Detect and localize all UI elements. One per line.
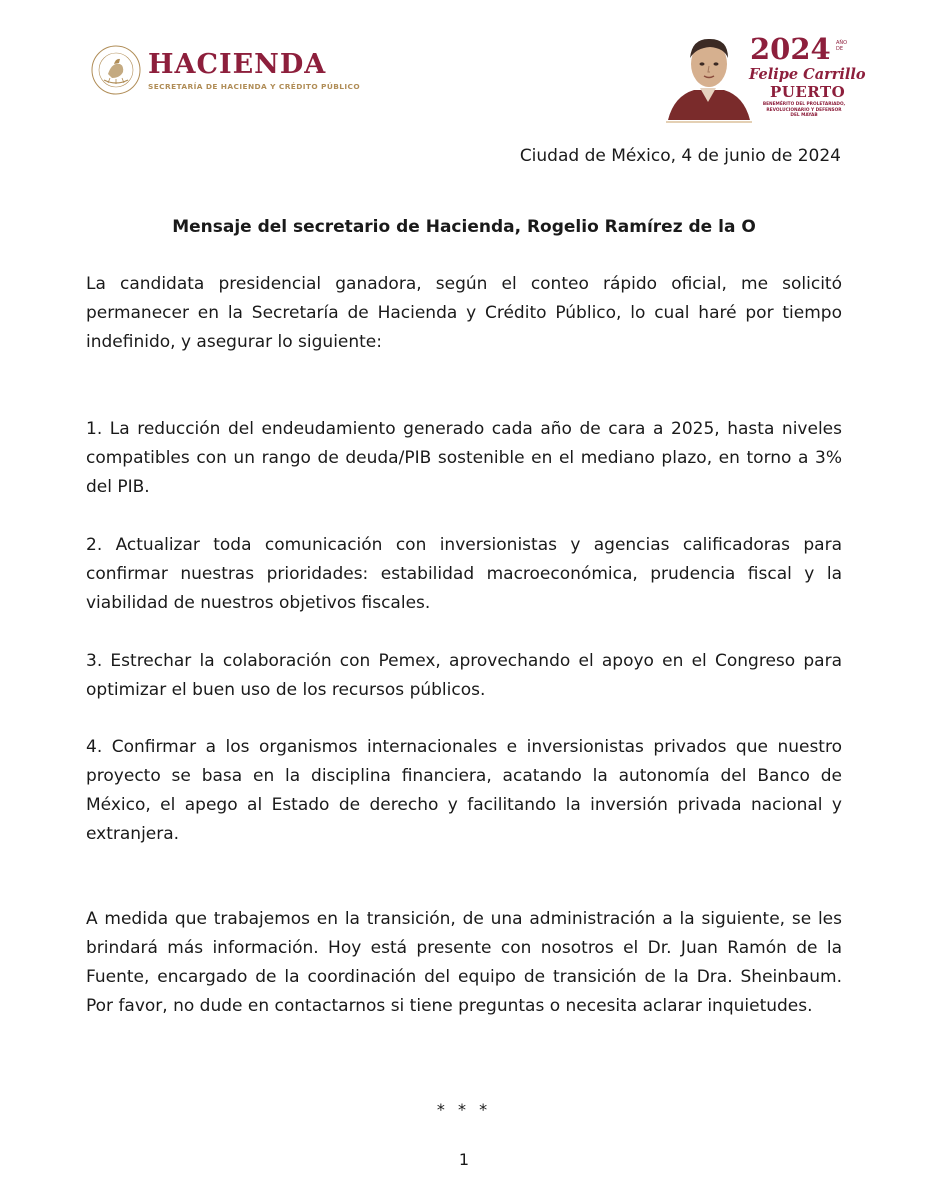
logo-person-name: Felipe Carrillo [749,66,866,83]
date-line: Ciudad de México, 4 de junio de 2024 [519,146,841,166]
logo-person-surname: PUERTO [770,83,846,101]
point-3: 3. Estrechar la colaboración con Pemex, aprovechando el apoyo en el Congreso para optimizar el buen uso de los recursos públicos. [86,651,842,700]
logo-year-note: AÑO DE [836,40,848,52]
logo-tagline-line: REVOLUCIONARIO Y DEFENSOR [766,107,842,113]
document-title: Mensaje del secretario de Hacienda, Rogelio Ramírez de la O [172,217,756,237]
felipe-carrillo-puerto-logo [664,30,866,124]
point-4: 4. Confirmar a los organismos internacionales e inversionistas privados que nuestro proyecto se basa en la disciplina financiera, acatando la autonomía del Banco de México, el apego al Estado de derecho y facilitando la inversión privada nacional y extranjera. [86,737,842,844]
logo-year: 2024 [750,32,831,66]
hacienda-name: HACIENDA [148,48,327,80]
mexico-coat-of-arms-icon [90,44,142,96]
hacienda-logo [90,44,360,96]
logo-tagline-line: BENEMÉRITO DEL PROLETARIADO, [762,102,846,107]
logo-tagline [758,102,850,119]
closing-paragraph: A medida que trabajemos en la transición, de una administración a la siguiente, se les brindará más información. Hoy está presente con nosotros el Dr. Juan Ramón de la Fuente, encargado de la coordinación del equipo de transición de la Dra. Sheinbaum. Por favor, no dude en contactarnos si tiene preguntas o necesita aclarar inquietudes. [86,909,842,1016]
intro-paragraph: La candidata presidencial ganadora, según el conteo rápido oficial, me solicitó permanecer en la Secretaría de Hacienda y Crédito Público, lo cual haré por tiempo indefinido, y asegurar lo siguiente: [86,274,842,352]
point-2: 2. Actualizar toda comunicación con inversionistas y agencias calificadoras para confirmar nuestras prioridades: estabilidad macroeconómica, prudencia fiscal y la viabilidad de nuestros objetivos fiscales. [86,535,842,613]
point-1: 1. La reducción del endeudamiento generado cada año de cara a 2025, hasta niveles compatibles con un rango de deuda/PIB sostenible en el mediano plazo, en torno a 3% del PIB. [86,419,842,497]
page-number: 1 [458,1150,470,1169]
portrait-icon [664,30,754,124]
hacienda-subtitle: SECRETARÍA DE HACIENDA Y CRÉDITO PÚBLICO [148,81,361,91]
section-separator: * * * [436,1100,492,1119]
logo-tagline-line: DEL MAYAB [790,113,818,118]
